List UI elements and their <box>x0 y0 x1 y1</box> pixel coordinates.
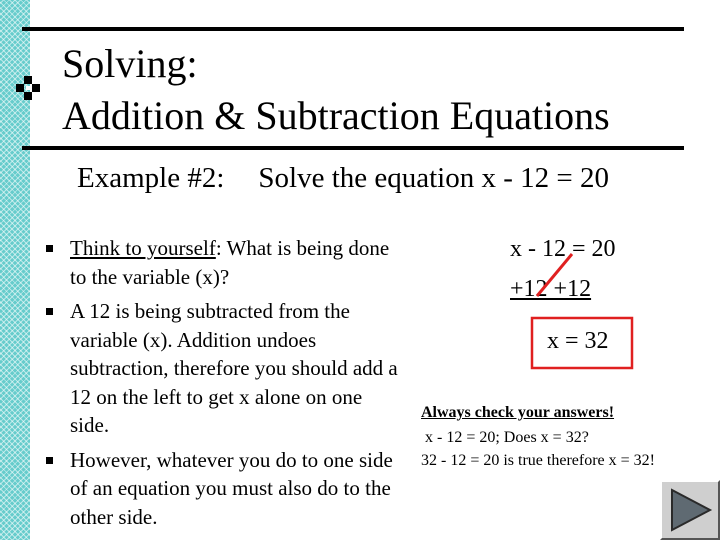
list-item <box>48 234 398 291</box>
check-heading: Always check your answers! <box>421 404 615 421</box>
play-icon <box>662 482 718 538</box>
example-heading <box>77 162 609 195</box>
list-item <box>48 446 398 532</box>
square-cluster-icon <box>16 76 46 106</box>
check-line-1: x - 12 = 20; Does x = 32? <box>425 429 589 446</box>
slide-title <box>62 38 610 142</box>
bullet-square-icon <box>46 308 53 315</box>
bullet-text: However, whatever you do to one side of an equation you must also do to the other side. <box>70 447 393 529</box>
work-result: x = 32 <box>547 328 609 354</box>
bullet-emphasis: Think to yourself <box>70 236 216 260</box>
title-line-1: Solving: <box>62 41 198 86</box>
bullet-square-icon <box>46 245 53 252</box>
title-bottom-rule <box>22 146 684 150</box>
bullet-text: : What is being done to the variable (x)? <box>70 236 390 289</box>
explanation-list <box>48 234 398 537</box>
bullet-text: A 12 is being subtracted from the variable (x). Addition undoes subtraction, therefore you should add a 12 on the left to get x alone on one side. <box>70 299 398 437</box>
cancel-stroke-icon <box>535 250 575 300</box>
check-line-2: 32 - 12 = 20 is true therefore x = 32! <box>421 452 655 469</box>
result-highlight-box <box>530 316 634 370</box>
title-top-rule <box>22 27 684 31</box>
work-line-2-text: +12 +12 <box>510 276 592 302</box>
bullet-square-icon <box>46 457 53 464</box>
title-line-2: Addition & Subtraction Equations <box>62 93 610 138</box>
example-label: Example #2: <box>77 162 225 194</box>
list-item <box>48 297 398 440</box>
play-button[interactable] <box>660 480 720 540</box>
work-line-1: x - 12 = 20 <box>510 236 616 262</box>
example-task: Solve the equation x - 12 = 20 <box>258 162 609 194</box>
